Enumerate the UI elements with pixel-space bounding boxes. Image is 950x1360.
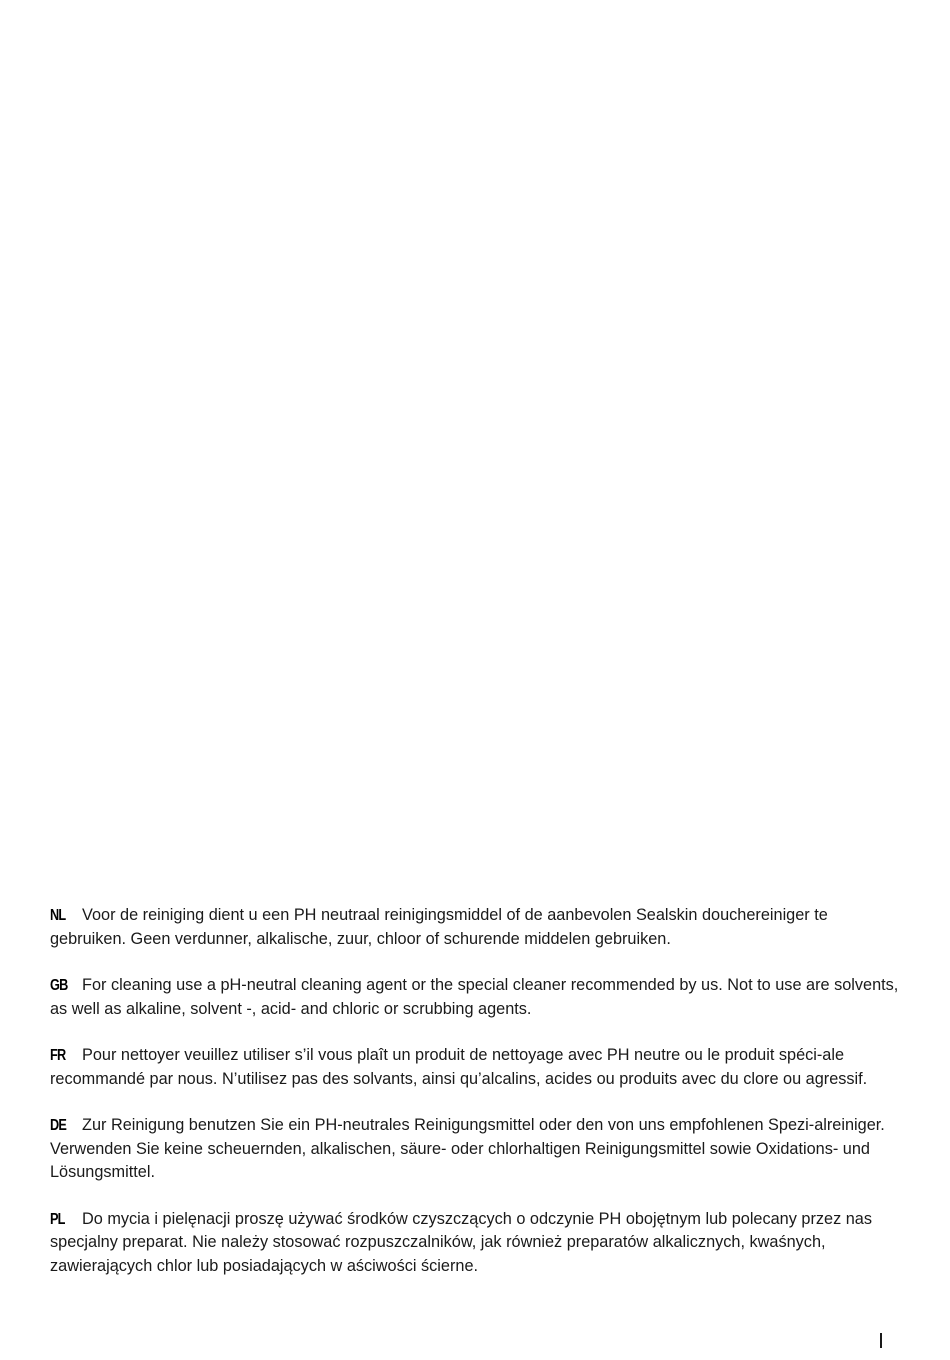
page-marker	[880, 1333, 882, 1348]
section-text-de: Zur Reinigung benutzen Sie ein PH-neutrales Reinigungsmittel oder den von uns empfohlenen Spezi-alreiniger. Verwenden Sie keine scheuernden, alkalischen, säure- oder chlorhaltigen Reinigungsmittel sowie Oxidations- und Lösungsmittel.	[50, 1116, 885, 1181]
language-code-nl: NL	[50, 907, 66, 924]
section-text-fr: Pour nettoyer veuillez utiliser s’il vous plaît un produit de nettoyage avec PH neutre ou le produit spéci-ale recommandé par nous. N’utilisez pas des solvants, ainsi qu’alcalins, acides ou produits avec du clore ou agressif.	[50, 1046, 868, 1088]
section-fr	[50, 1044, 902, 1091]
section-text-nl: Voor de reiniging dient u een PH neutraal reinigingsmiddel of de aanbevolen Sealskin douchereiniger te gebruiken. Geen verdunner, alkalische, zuur, chloor of schurende middelen gebruiken.	[50, 906, 828, 948]
language-code-de: DE	[50, 1117, 67, 1134]
section-text-pl: Do mycia i pielęnacji proszę używać środków czyszczących o odczynie PH obojętnym lub polecany przez nas specjalny preparat. Nie należy stosować rozpuszczalników, jak również preparatów alkalicznych, kwaśnych, zawierających chlor lub posiadających w aściwości ścierne.	[50, 1209, 872, 1275]
section-gb	[50, 974, 902, 1021]
language-code-gb: GB	[50, 977, 68, 994]
language-code-fr: FR	[50, 1047, 66, 1064]
section-text-gb: For cleaning use a pH-neutral cleaning agent or the special cleaner recommended by us. Not to use are solvents, as well as alkaline, solvent -, acid- and chloric or scrubbing agents.	[50, 976, 899, 1018]
cleaning-instructions	[50, 904, 902, 1301]
section-de	[50, 1114, 902, 1185]
section-nl	[50, 904, 902, 951]
language-code-pl: PL	[50, 1210, 65, 1228]
section-pl	[50, 1208, 902, 1279]
